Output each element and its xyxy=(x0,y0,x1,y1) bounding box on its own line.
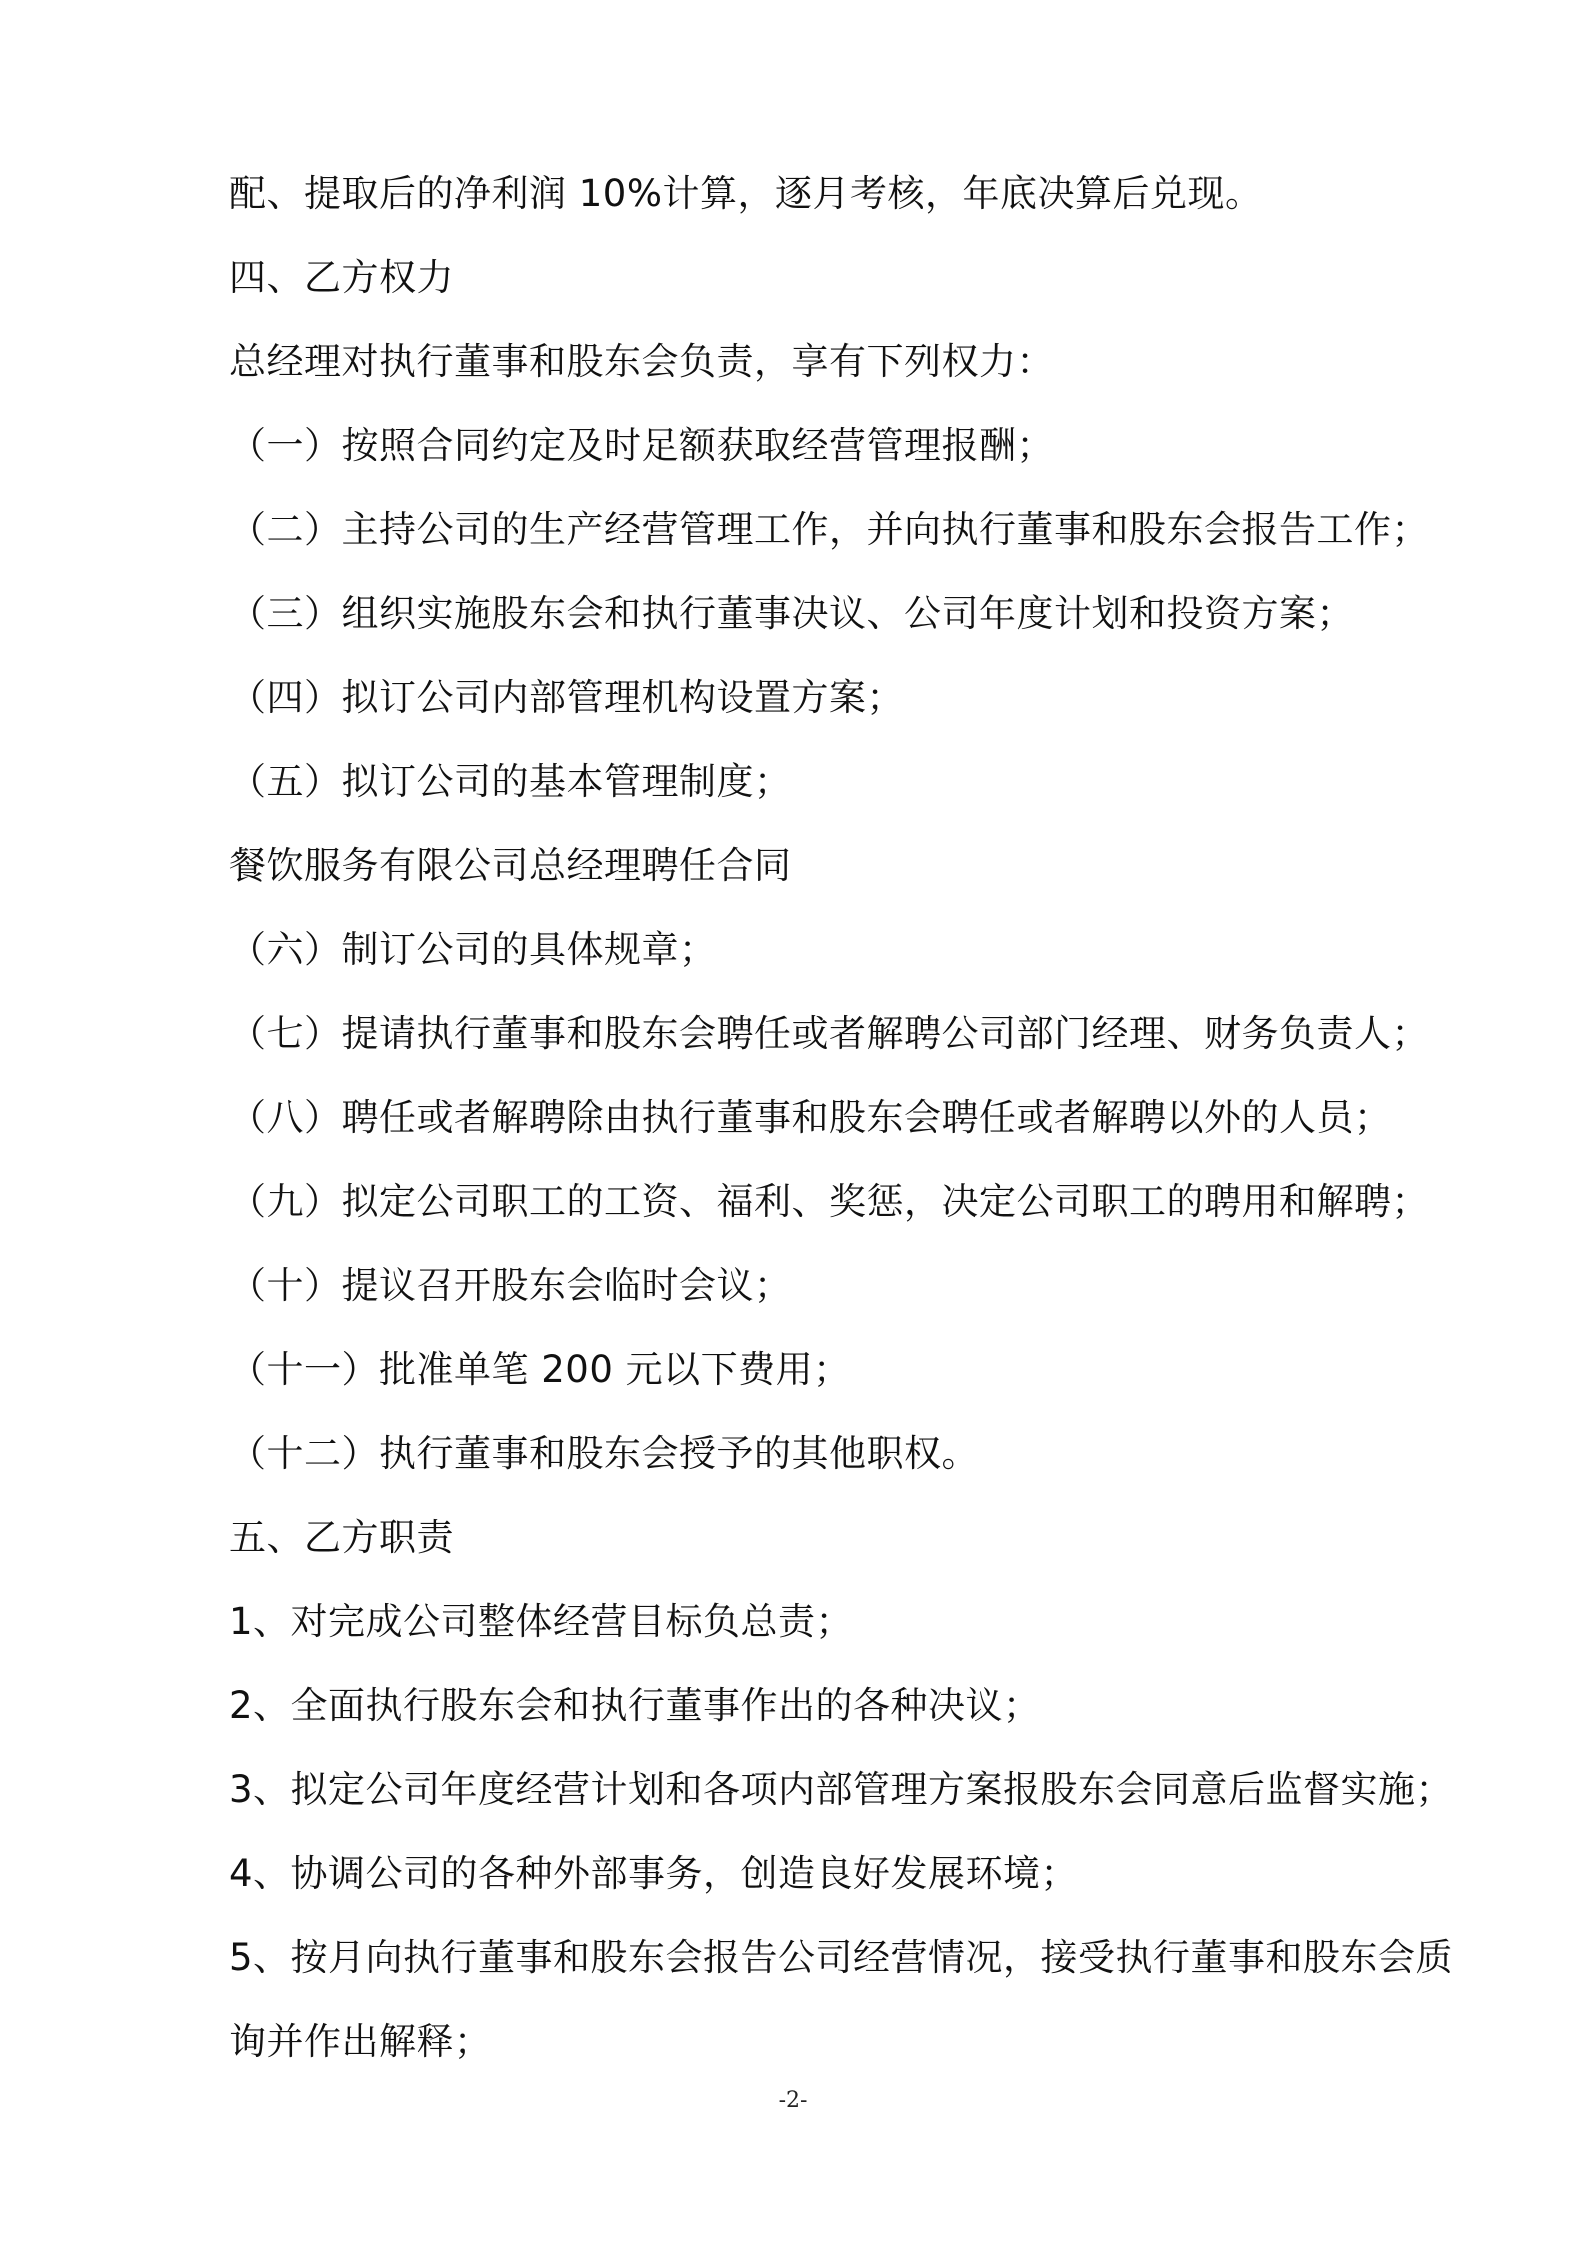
duties-item-4: 4、协调公司的各种外部事务，创造良好发展环境； xyxy=(229,1852,1079,1895)
contract-title-line: 餐饮服务有限公司总经理聘任合同 xyxy=(229,844,792,887)
rights-item-5: （五）拟订公司的基本管理制度； xyxy=(229,760,792,803)
duties-item-2: 2、全面执行股东会和执行董事作出的各种决议； xyxy=(229,1684,1041,1727)
paragraph-rights-intro: 总经理对执行董事和股东会负责，享有下列权力： xyxy=(229,340,1054,383)
document-body xyxy=(229,152,1459,2084)
paragraph-profit-calculation: 配、提取后的净利润 10%计算，逐月考核，年底决算后兑现。 xyxy=(229,172,1263,215)
duties-item-3: 3、拟定公司年度经营计划和各项内部管理方案报股东会同意后监督实施； xyxy=(229,1768,1454,1811)
rights-item-12: （十二）执行董事和股东会授予的其他职权。 xyxy=(229,1432,979,1475)
duties-item-1: 1、对完成公司整体经营目标负总责； xyxy=(229,1600,854,1643)
rights-item-7: （七）提请执行董事和股东会聘任或者解聘公司部门经理、财务负责人； xyxy=(229,1012,1429,1055)
section-heading-party-b-duties: 五、乙方职责 xyxy=(229,1516,454,1559)
section-heading-party-b-rights: 四、乙方权力 xyxy=(229,256,454,299)
rights-item-8: （八）聘任或者解聘除由执行董事和股东会聘任或者解聘以外的人员； xyxy=(229,1096,1392,1139)
rights-item-11: （十一）批准单笔 200 元以下费用； xyxy=(229,1348,851,1391)
page-number: -2- xyxy=(778,2088,808,2113)
rights-item-3: （三）组织实施股东会和执行董事决议、公司年度计划和投资方案； xyxy=(229,592,1354,635)
rights-item-4: （四）拟订公司内部管理机构设置方案； xyxy=(229,676,904,719)
duties-item-5: 5、按月向执行董事和股东会报告公司经营情况，接受执行董事和股东会质询并作出解释； xyxy=(229,1936,1454,2063)
rights-item-6: （六）制订公司的具体规章； xyxy=(229,928,717,971)
rights-item-1: （一）按照合同约定及时足额获取经营管理报酬； xyxy=(229,424,1054,467)
rights-item-2: （二）主持公司的生产经营管理工作，并向执行董事和股东会报告工作； xyxy=(229,508,1429,551)
rights-item-9: （九）拟定公司职工的工资、福利、奖惩，决定公司职工的聘用和解聘； xyxy=(229,1180,1429,1223)
rights-item-10: （十）提议召开股东会临时会议； xyxy=(229,1264,792,1307)
